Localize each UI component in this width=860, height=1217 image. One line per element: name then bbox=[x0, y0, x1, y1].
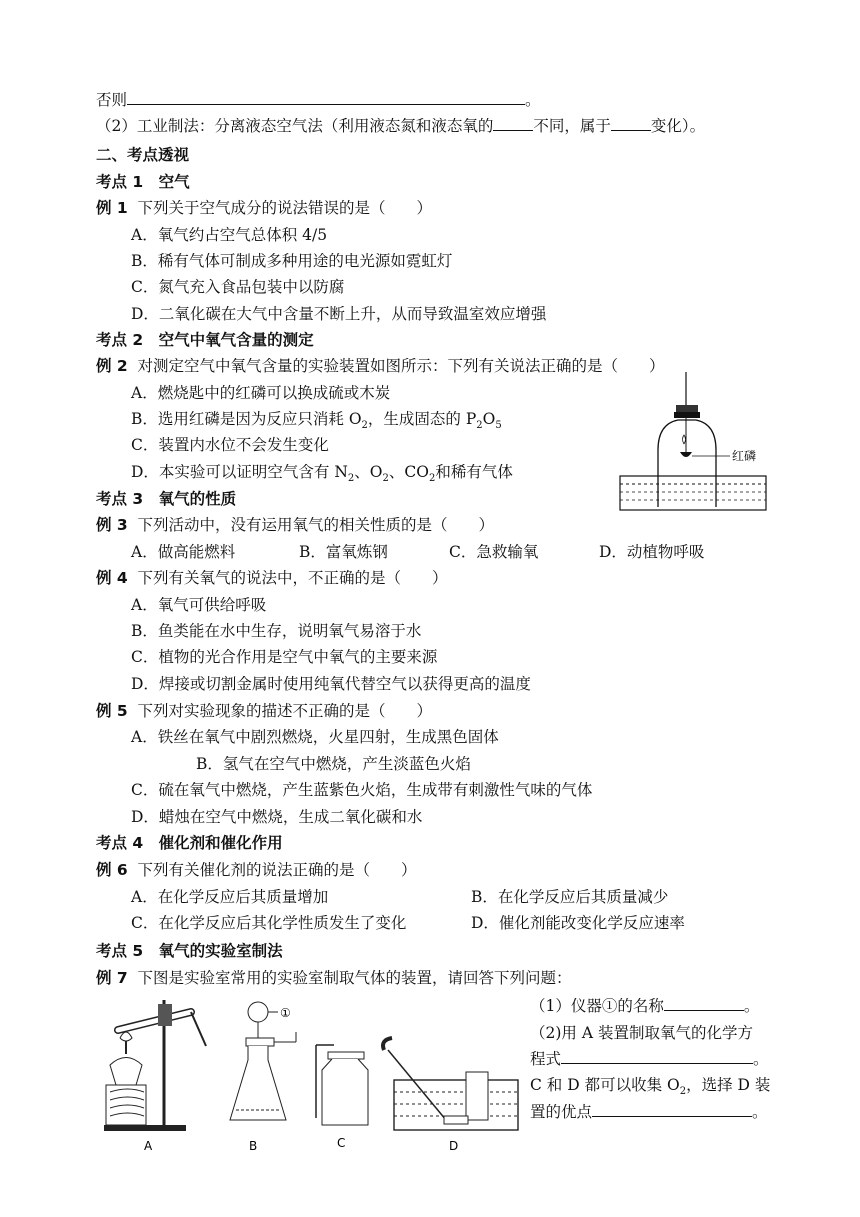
example-2-question bbox=[96, 355, 665, 377]
text: 变化）。 bbox=[650, 117, 706, 135]
example-6-question bbox=[96, 859, 417, 881]
apparatus-d bbox=[383, 1038, 518, 1130]
option[interactable]: B．稀有气体可制成多种用途的电光源如霓虹灯 bbox=[131, 252, 453, 270]
question-text: 对测定空气中氧气含量的实验装置如图所示：下列有关说法正确的是（ ） bbox=[137, 357, 665, 375]
answer-blank[interactable] bbox=[561, 1048, 753, 1064]
example-label: 例 3 bbox=[96, 516, 128, 534]
instrument-one-marker: ① bbox=[280, 1006, 291, 1020]
option[interactable]: C．装置内水位不会发生变化 bbox=[131, 436, 329, 454]
kaodian-5-title: 考点 5 氧气的实验室制法 bbox=[96, 942, 283, 960]
option[interactable]: A．在化学反应后其质量增加 bbox=[131, 888, 329, 906]
kaodian-3-title: 考点 3 氧气的性质 bbox=[96, 490, 237, 508]
option[interactable]: A．氧气可供给呼吸 bbox=[131, 596, 267, 614]
gas-preparation-apparatus-figure bbox=[96, 990, 526, 1160]
apparatus-a bbox=[104, 1000, 206, 1131]
subscript: 2 bbox=[428, 473, 436, 485]
subscript: 5 bbox=[495, 420, 502, 432]
subquestion-2-line2 bbox=[530, 1048, 769, 1070]
oxygen-measurement-apparatus-figure bbox=[618, 372, 768, 512]
text: 程式 bbox=[530, 1050, 562, 1068]
option[interactable]: D．蜡烛在空气中燃烧，生成二氧化碳和水 bbox=[131, 808, 423, 826]
option[interactable]: D．动植物呼吸 bbox=[599, 543, 705, 561]
option[interactable]: B．富氧炼钢 bbox=[299, 543, 388, 561]
option[interactable]: B．氢气在空气中燃烧，产生淡蓝色火焰 bbox=[196, 755, 471, 773]
industrial-method-line bbox=[96, 115, 705, 137]
answer-blank[interactable] bbox=[664, 995, 744, 1011]
option[interactable]: C．植物的光合作用是空气中氧气的主要来源 bbox=[131, 648, 438, 666]
option[interactable]: C．硫在氧气中燃烧，产生蓝紫色火焰，生成带有刺激性气味的气体 bbox=[131, 781, 593, 799]
subscript: 2 bbox=[361, 420, 368, 432]
option[interactable]: B．鱼类能在水中生存，说明氧气易溶于水 bbox=[131, 622, 422, 640]
option[interactable]: D．催化剂能改变化学反应速率 bbox=[471, 914, 685, 932]
text: 置的优点 bbox=[530, 1103, 593, 1121]
subquestion-3-line1: C 和 D 都可以收集 $O_2$，选择 D 装 bbox=[530, 1076, 771, 1098]
question-text: 下列活动中，没有运用氧气的相关性质的是（ ） bbox=[137, 516, 495, 534]
option[interactable]: D．二氧化碳在大气中含量不断上升，从而导致温室效应增强 bbox=[131, 305, 547, 323]
option[interactable]: A．燃烧匙中的红磷可以换成硫或木炭 bbox=[131, 384, 391, 402]
section-title: 二、考点透视 bbox=[96, 146, 190, 164]
example-label: 例 6 bbox=[96, 861, 128, 879]
option[interactable]: A．铁丝在氧气中剧烈燃烧，火星四射，生成黑色固体 bbox=[131, 728, 499, 746]
option[interactable]: D．焊接或切割金属时使用纯氧代替空气以获得更高的温度 bbox=[131, 675, 531, 693]
example-label: 例 5 bbox=[96, 702, 128, 720]
answer-blank[interactable] bbox=[611, 115, 651, 131]
answer-blank[interactable] bbox=[127, 89, 525, 105]
option[interactable]: A．做高能燃料 bbox=[131, 543, 236, 561]
kaodian-1-title: 考点 1 空气 bbox=[96, 173, 190, 191]
option[interactable]: B．在化学反应后其质量减少 bbox=[471, 888, 669, 906]
text: 不同，属于 bbox=[533, 117, 611, 135]
text: C 和 D 都可以收集 O bbox=[530, 1076, 680, 1094]
answer-blank[interactable] bbox=[592, 1101, 752, 1117]
example-5-question bbox=[96, 700, 432, 722]
option[interactable]: C．急救输氧 bbox=[449, 543, 539, 561]
question-text: 下列关于空气成分的说法错误的是（ ） bbox=[137, 199, 433, 217]
apparatus-b bbox=[230, 1002, 296, 1120]
text: （1）仪器①的名称 bbox=[530, 997, 664, 1015]
figure-label-c: C bbox=[337, 1136, 346, 1150]
text: 。 bbox=[753, 1050, 769, 1068]
kaodian-2-title: 考点 2 空气中氧气含量的测定 bbox=[96, 331, 314, 349]
option[interactable]: C．氮气充入食品包装中以防腐 bbox=[131, 278, 345, 296]
option[interactable]: B．选用红磷是因为反应只消耗 $O_2$，生成固态的 $P_2O_5$ bbox=[131, 410, 502, 432]
option[interactable]: D．本实验可以证明空气含有 $N_2$、$O_2$、$CO_2$和稀有气体 bbox=[131, 463, 513, 485]
subscript: 2 bbox=[347, 473, 355, 485]
figure-label-a: A bbox=[144, 1139, 153, 1153]
text: 、CO bbox=[388, 463, 429, 481]
figure-label-b: B bbox=[249, 1139, 258, 1153]
red-phosphorus-label: 红磷 bbox=[732, 449, 757, 463]
text: 和稀有气体 bbox=[435, 463, 513, 481]
example-1-question bbox=[96, 197, 432, 219]
subscript: 2 bbox=[382, 473, 389, 485]
text: 否则 bbox=[96, 91, 128, 109]
example-7-question bbox=[96, 967, 572, 989]
kaodian-4-title: 考点 4 催化剂和催化作用 bbox=[96, 834, 283, 852]
subquestion-3-line2 bbox=[530, 1101, 768, 1123]
figure-label-d: D bbox=[449, 1139, 459, 1153]
example-4-question bbox=[96, 567, 448, 589]
text: ，生成固态的 P bbox=[367, 410, 477, 428]
example-label: 例 1 bbox=[96, 199, 128, 217]
text: ，选择 D 装 bbox=[686, 1076, 771, 1094]
option[interactable]: C．在化学反应后其化学性质发生了变化 bbox=[131, 914, 407, 932]
question-text: 下列对实验现象的描述不正确的是（ ） bbox=[137, 702, 433, 720]
answer-line-fouze bbox=[96, 89, 541, 111]
text: B．选用红磷是因为反应只消耗 O bbox=[131, 410, 362, 428]
apparatus-c bbox=[316, 1045, 368, 1125]
option[interactable]: A．氧气约占空气总体积 4/5 bbox=[131, 226, 328, 244]
text: 。 bbox=[743, 997, 760, 1015]
text: 。 bbox=[525, 91, 541, 109]
text: 。 bbox=[752, 1103, 768, 1121]
text: D．本实验可以证明空气含有 N bbox=[131, 463, 348, 481]
example-label: 例 2 bbox=[96, 357, 128, 375]
example-3-question bbox=[96, 514, 494, 536]
subquestion-2-line1: （2)用 A 装置制取氧气的化学方 bbox=[530, 1024, 753, 1042]
question-text: 下列有关氧气的说法中，不正确的是（ ） bbox=[137, 569, 448, 587]
example-label: 例 7 bbox=[96, 969, 128, 987]
subquestion-1 bbox=[530, 995, 759, 1017]
text: （2）工业制法：分离液态空气法（利用液态氮和液态氧的 bbox=[96, 117, 494, 135]
question-text: 下图是实验室常用的实验室制取气体的装置，请回答下列问题： bbox=[137, 969, 572, 987]
subscript: 2 bbox=[476, 420, 483, 432]
question-text: 下列有关催化剂的说法正确的是（ ） bbox=[137, 861, 417, 879]
example-label: 例 4 bbox=[96, 569, 128, 587]
answer-blank[interactable] bbox=[493, 115, 533, 131]
